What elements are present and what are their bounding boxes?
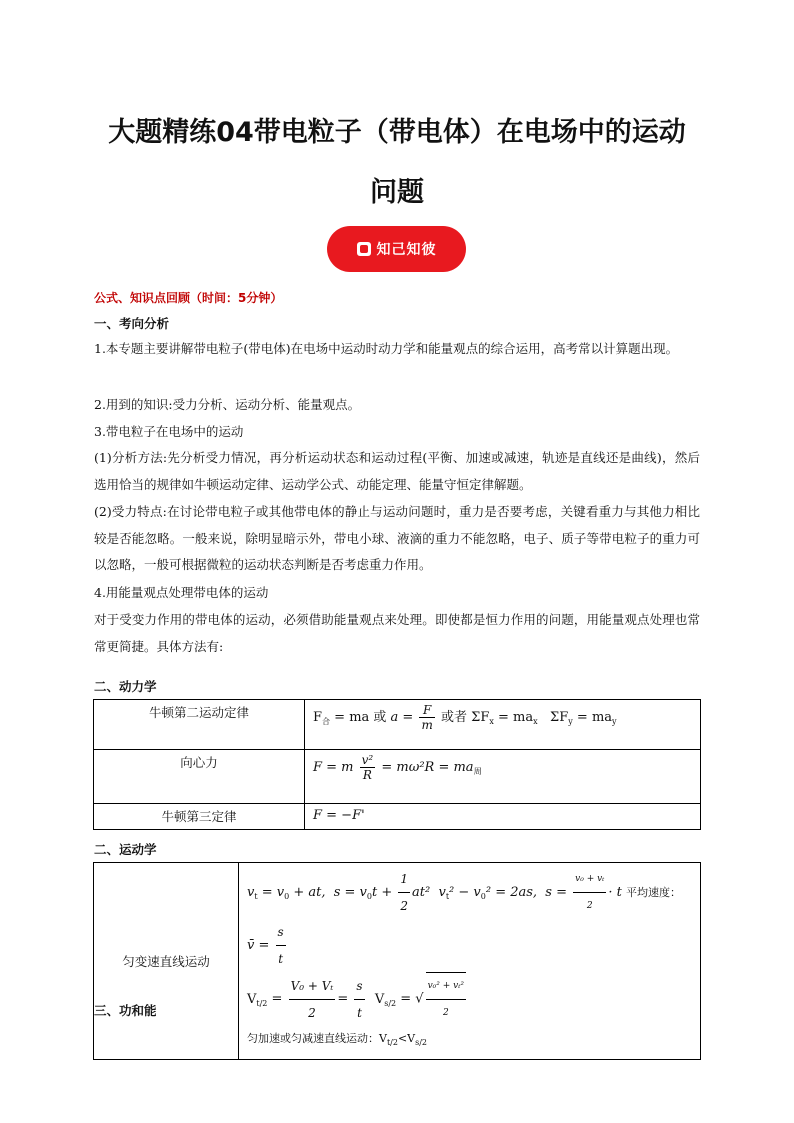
paragraph-7: 对于受变力作用的带电体的运动，必须借助能量观点来处理。即使都是恒力作用的问题，用能量观点处理也常常更简捷。具体方法有: xyxy=(94,612,700,654)
avg-velocity-label: 平均速度： xyxy=(626,886,682,899)
table-row xyxy=(94,700,701,750)
subscript: 周 xyxy=(473,767,482,776)
badge-icon xyxy=(357,242,371,256)
fraction: $\frac{s}{t}$ xyxy=(354,973,364,1026)
fraction: $\frac{\text{v₀² + vₜ²}}{2}$ xyxy=(426,972,466,1026)
newton-third-law-formula xyxy=(305,804,701,830)
uniform-note: 匀加速或匀减速直线运动：V xyxy=(247,1032,387,1045)
dynamics-table xyxy=(93,699,701,830)
centripetal-force-formula xyxy=(305,750,701,804)
formula: F = −F' xyxy=(313,808,365,823)
paragraph-6: 4.用能量观点处理带电体的运动 xyxy=(94,585,269,600)
paragraph-1: 1.本专题主要讲解带电粒子(带电体)在电场中运动时动力学和能量观点的综合运用，高考常以计算题出现。 xyxy=(94,341,679,356)
fraction: $\frac{1}{2}$ xyxy=(398,866,410,919)
formula-line-3: 匀加速或匀减速直线运动：$V_{t/2}<V_{s/2}$ xyxy=(247,1032,428,1047)
fraction: $\frac{\text{v²}}{R}$ xyxy=(361,753,374,782)
table-row xyxy=(94,750,701,804)
section-heading-analysis: 一、考向分析 xyxy=(94,316,170,331)
table-row xyxy=(94,804,701,830)
review-heading: 公式、知识点回顾（时间：5分钟） xyxy=(94,291,283,305)
section-heading-kinematics: 二、运动学 xyxy=(94,842,157,857)
subscript: 合 xyxy=(322,717,331,726)
fraction: $\frac{F}{m}$ xyxy=(421,703,433,732)
formula: F = m $\frac{\text{v²}}{R}$ = $m\omega^2R = ma_周$ xyxy=(313,753,482,782)
formula-or: 或 xyxy=(373,710,387,725)
formula-or2: 或者 xyxy=(441,710,468,725)
page-title-line1: 大题精练04带电粒子（带电体）在电场中的运动 xyxy=(108,117,686,148)
table-cell-label: 牛顿第三定律 xyxy=(94,804,305,830)
section-heading-dynamics: 二、动力学 xyxy=(94,679,157,694)
formula-line-1: $v_t = v_0$ + at, $s = v_0t$ + $\frac{1}{2}$ at² $v_t^2 - v_0^2 = 2as$, s = $\frac{\text{v₀ + vₜ}}{2}$ · t 平均速度： v̄ = $\frac{s}{t}$ xyxy=(247,866,692,972)
zhijizhibi-badge xyxy=(327,226,466,272)
paragraph-3: 3.带电粒子在电场中的运动 xyxy=(94,424,244,439)
newton-second-law-formula xyxy=(305,700,701,750)
paragraph-5: (2)受力特点:在讨论带电粒子或其他带电体的静止与运动问题时，重力是否要考虑，关键看重力与其他力相比较是否能忽略。一般来说，除明显暗示外，带电小球、液滴的重力不能忽略，电子、质子等带电粒子的重力可以忽略，一般可根据微粒的运动状态判断是否考虑重力作用。 xyxy=(94,504,700,572)
badge-label: 知己知彼 xyxy=(376,242,437,258)
table-cell-label: 向心力 xyxy=(94,750,305,804)
kinematics-table xyxy=(93,862,701,1060)
table-cell-label: 牛顿第二运动定律 xyxy=(94,700,305,750)
fraction: $\frac{\text{v₀ + vₜ}}{2}$ xyxy=(573,866,606,919)
table-row xyxy=(94,863,701,1060)
fraction: $\frac{\text{V₀ + Vₜ}}{2}$ xyxy=(289,973,336,1026)
formula: $F_合$ = ma 或 a = $\frac{F}{m}$ 或者 $\Sigma F_x = ma_x$ $\Sigma F_y = ma_y$ xyxy=(313,703,617,732)
paragraph-2: 2.用到的知识:受力分析、运动分析、能量观点。 xyxy=(94,397,361,412)
paragraph-4: (1)分析方法:先分析受力情况，再分析运动状态和运动过程(平衡、加速或减速，轨迹是直线还是曲线)，然后选用恰当的规律如牛顿运动定律、运动学公式、动能定理、能量守恒定律解题。 xyxy=(94,450,700,492)
fraction: $\frac{s}{t}$ xyxy=(276,919,286,972)
kinematics-formulas xyxy=(239,863,701,1060)
section-heading-work-energy: 三、功和能 xyxy=(94,1003,157,1018)
table-cell-label: 匀变速直线运动 xyxy=(94,863,239,1060)
formula-line-2: $V_{t/2}$ = $\frac{\text{V₀ + Vₜ}}{2}$ = $\frac{s}{t}$ $V_{s/2}$ = √ $\frac{\text{v₀² + vₜ²}}{2}$ xyxy=(247,972,692,1026)
page-title-line2: 问题 xyxy=(370,177,424,208)
